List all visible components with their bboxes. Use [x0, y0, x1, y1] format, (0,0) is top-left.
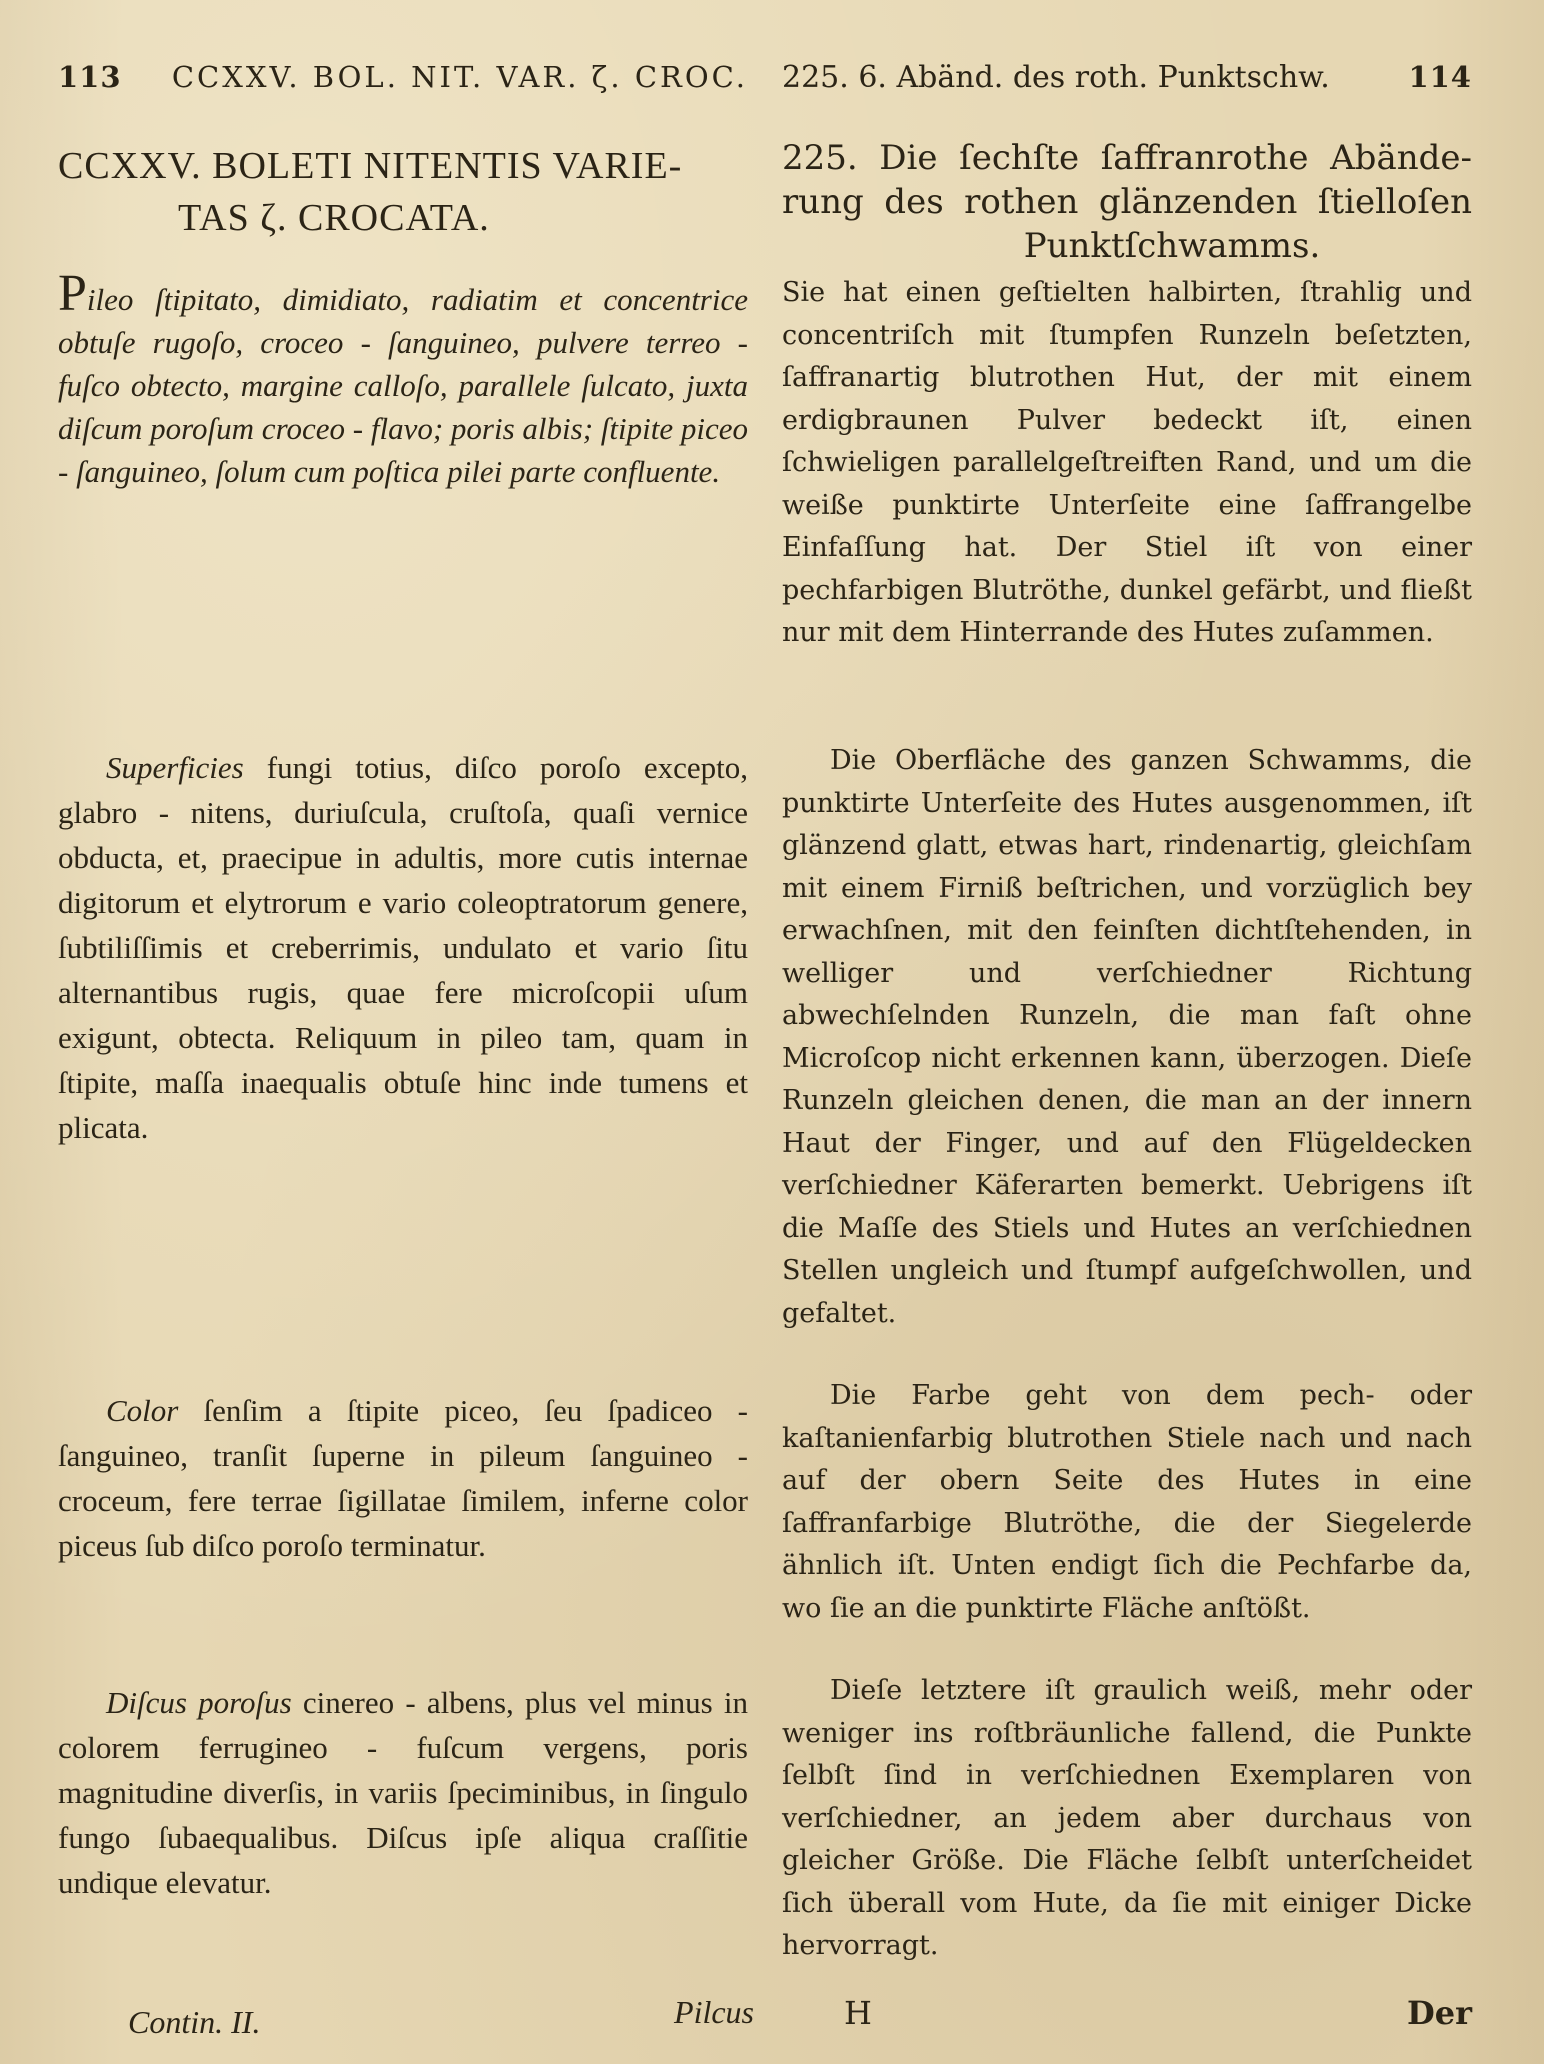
latin-description	[58, 265, 748, 493]
latin-heading-line-2: TAS ζ. CROCATA.	[178, 197, 490, 239]
german-heading-line-2: rung des rothen glänzenden ſtielloſen	[782, 182, 1472, 222]
signature-mark-left: Contin. II.	[128, 2004, 261, 2040]
catchword-right: Der	[1407, 1994, 1472, 2032]
latin-color-paragraph	[58, 1388, 748, 1568]
german-oberflaeche-paragraph: Die Oberfläche des ganzen Schwamms, die punktirte Unterſeite des Hutes ausgenommen, iſt glänzend glatt, etwas hart, rindenartig, gleichſam mit einem Firniß beſtrichen, und vorzüglich bey erwachſnen, mit den feinſten dichtſtehenden, in welliger und verſchiedner Richtung abwechſelnden Runzeln, die man faſt ohne Microſcop nicht erkennen kann, überzogen. Dieſe Runzeln gleichen denen, die man an der innern Haut der Finger, und auf den Flügeldecken verſchiedner Käferarten bemerkt. Uebrigens iſt die Maſſe des Stiels und Hutes an verſchiednen Stellen ungleich und ſtumpf aufgeſchwollen, und gefaltet.	[782, 745, 1472, 1329]
german-heading-line-1: 225. Die ſechſte ſaffranrothe Abände-	[782, 138, 1472, 178]
superficies-text: fungi totius, diſco poroſo excepto, glabro - nitens, duriuſcula, cruſtoſa, quaſi vernice obducta, et, praecipue in adultis, more cutis internae digitorum et elytrorum e vario coleoptratorum genere, ſubtiliſſimis et creberrimis, undulato et vario ſitu alternantibus rugis, quae fere microſcopii uſum exigunt, obtecta. Reliquum in pileo tam, quam in ſtipite, maſſa inaequalis obtuſe hinc inde tumens et plicata.	[58, 750, 748, 1145]
latin-heading	[58, 140, 748, 244]
running-head-right	[782, 60, 1472, 95]
german-letztere-paragraph: Dieſe letztere iſt graulich weiß, mehr oder weniger ins roſtbräunliche fallend, die Punkte ſelbſt ſind in verſchiednen Exemplaren von verſchiedner, an jedem aber durchaus von gleicher Größe. Die Fläche ſelbſt unterſcheidet ſich überall vom Hute, da ſie mit einiger Dicke hervorragt.	[782, 1675, 1472, 1961]
running-head-left	[58, 60, 748, 94]
signature-mark-right: H	[844, 1994, 872, 2032]
latin-discus-paragraph	[58, 1680, 748, 1905]
page-number-right: 114	[1408, 60, 1472, 94]
page-number-left: 113	[58, 60, 122, 94]
running-head-right-caption: 225. 6. Abänd. des roth. Punktschw.	[782, 60, 1330, 95]
drop-cap: P	[58, 265, 87, 322]
color-lead: Color	[106, 1393, 179, 1428]
color-text: ſenſim a ſtipite piceo, ſeu ſpadiceo - ſanguineo, tranſit ſuperne in pileum ſanguineo - croceum, fere terrae ſigillatae ſimilem, inferne color piceus ſub diſco poroſo terminatur.	[58, 1393, 748, 1563]
german-heading	[782, 136, 1472, 268]
latin-description-text: ileo ſtipitato, dimidiato, radiatim et concentrice obtuſe rugoſo, croceo - ſanguineo, pulvere terreo - fuſco obtecto, margine calloſo, parallele ſulcato, juxta diſcum poroſum croceo - flavo; poris albis; ſtipite piceo - ſanguineo, ſolum cum poſtica pilei parte confluente.	[58, 282, 748, 489]
superficies-lead: Superficies	[106, 750, 244, 785]
latin-heading-line-1: CCXXV. BOLETI NITENTIS VARIE-	[58, 145, 683, 187]
discus-lead: Diſcus poroſus	[106, 1685, 292, 1720]
latin-superficies-paragraph	[58, 745, 748, 1150]
german-heading-line-3: Punktſchwamms.	[1023, 226, 1321, 266]
latin-column	[58, 0, 754, 2064]
german-column	[782, 0, 1472, 2064]
german-intro-paragraph: Sie hat einen geſtielten halbirten, ſtrahlig und concentriſch mit ſtumpfen Runzeln beſetzten, ſaffranartig blutrothen Hut, der mit einem erdigbraunen Pulver bedeckt iſt, einen ſchwieligen parallelgeſtreiften Rand, und um die weiße punktirte Unterſeite eine ſaffrangelbe Einfaſſung hat. Der Stiel iſt von einer pechfarbigen Blutröthe, dunkel gefärbt, und fließt nur mit dem Hinterrande des Hutes zuſammen.	[782, 277, 1472, 648]
catchword-left: Pilcus	[674, 1994, 754, 2030]
discus-text: cinereo - albens, plus vel minus in colorem ferrugineo - fuſcum vergens, poris magnitudine diverſis, in variis ſpeciminibus, in ſingulo fungo ſubaequalibus. Diſcus ipſe aliqua craſſitie undique elevatur.	[58, 1685, 748, 1900]
german-farbe-paragraph: Die Farbe geht von dem pech- oder kaſtanienfarbig blutrothen Stiele nach und nach auf der obern Seite des Hutes in eine ſaffranfarbige Blutröthe, die der Siegelerde ähnlich iſt. Unten endigt ſich die Pechfarbe da, wo ſie an die punktirte Fläche anſtößt.	[782, 1380, 1472, 1624]
running-head-left-caption: CCXXV. BOL. NIT. VAR. ζ. CROC.	[171, 60, 748, 94]
